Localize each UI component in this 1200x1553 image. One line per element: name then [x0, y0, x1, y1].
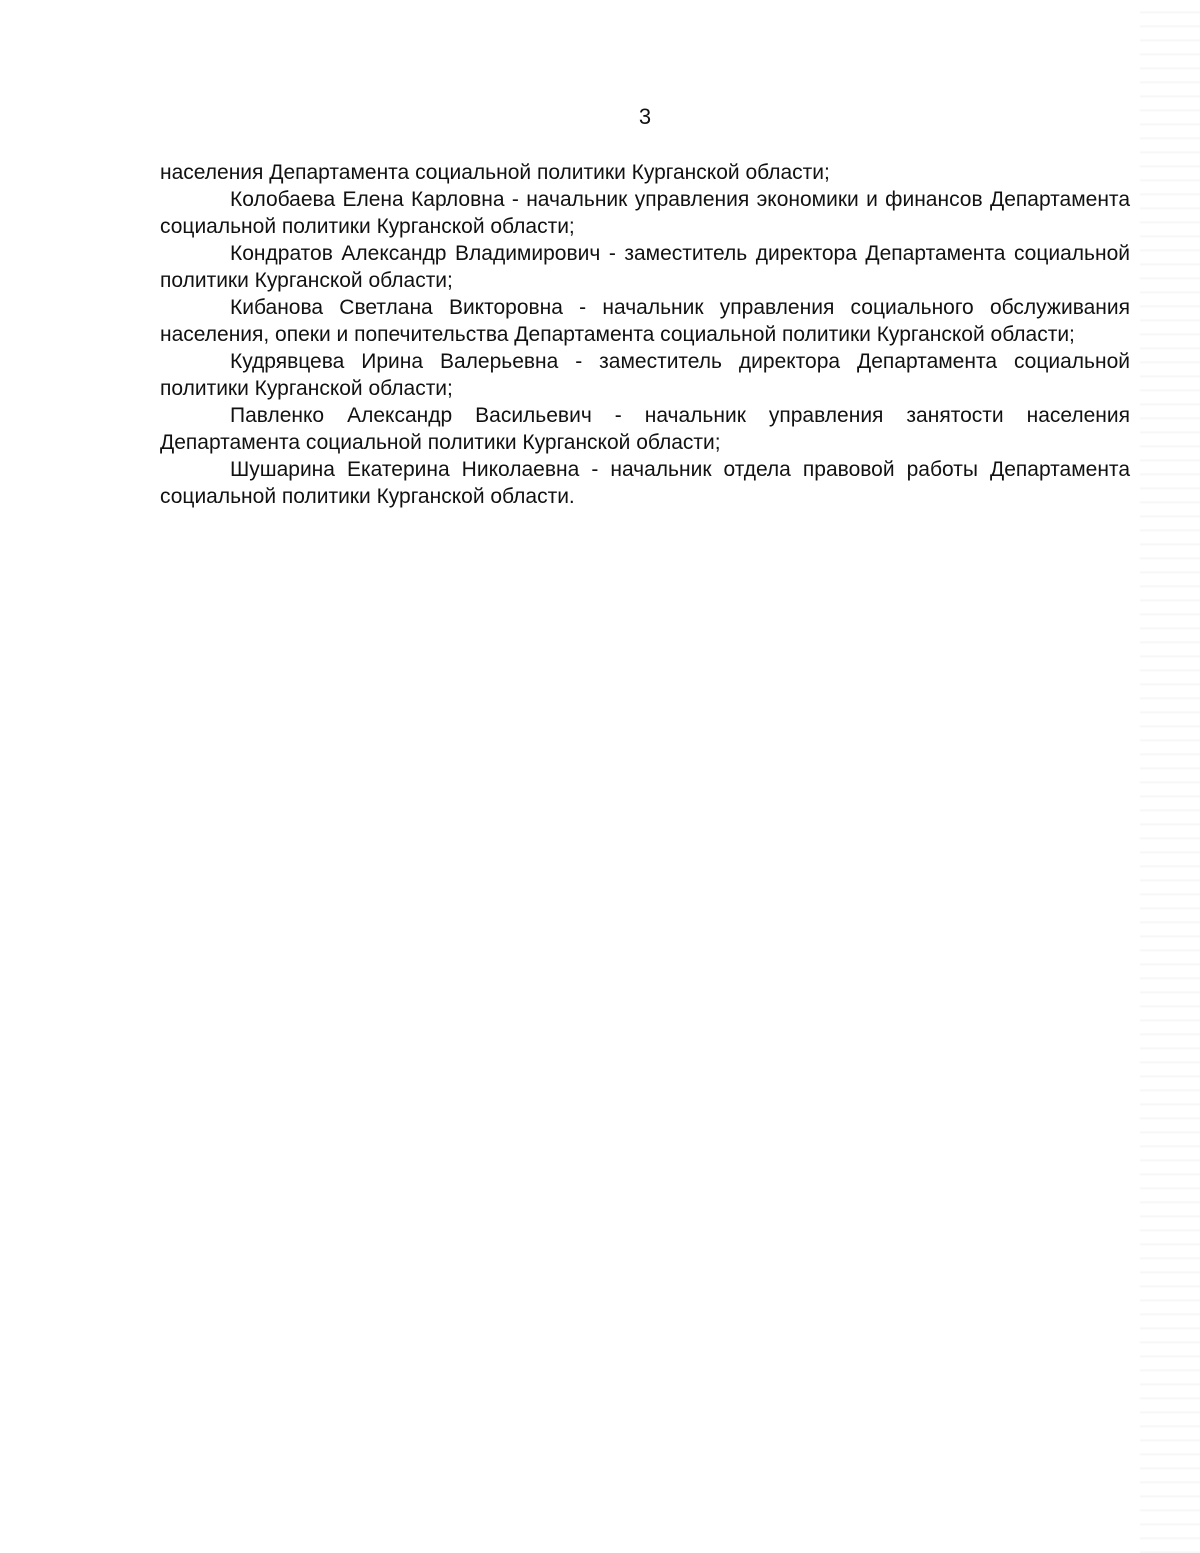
- paragraph-pavlenko: Павленко Александр Васильевич - начальник управления занятости населения Департамента социальной политики Курганской области;: [160, 404, 1130, 454]
- paragraph-kondratov: Кондратов Александр Владимирович - заместитель директора Департамента социальной политики Курганской области;: [160, 242, 1130, 292]
- paragraph-shusharina: Шушарина Екатерина Николаевна - начальник отдела правовой работы Департамента социальной политики Курганской области.: [160, 458, 1130, 508]
- paragraph-kibanova: Кибанова Светлана Викторовна - начальник управления социального обслуживания населения, опеки и попечительства Департамента социальной политики Курганской области;: [160, 296, 1130, 346]
- paragraph-kolobaeva: Колобаева Елена Карловна - начальник управления экономики и финансов Департамента социальной политики Курганской области;: [160, 188, 1130, 238]
- page-number: 3: [638, 104, 652, 129]
- document-body: [160, 159, 1130, 510]
- paragraph-continuation: населения Департамента социальной политики Курганской области;: [160, 161, 830, 184]
- paragraph-kudryavtseva: Кудрявцева Ирина Валерьевна - заместитель директора Департамента социальной политики Курганской области;: [160, 350, 1130, 400]
- scan-edge-noise: [1140, 0, 1200, 1553]
